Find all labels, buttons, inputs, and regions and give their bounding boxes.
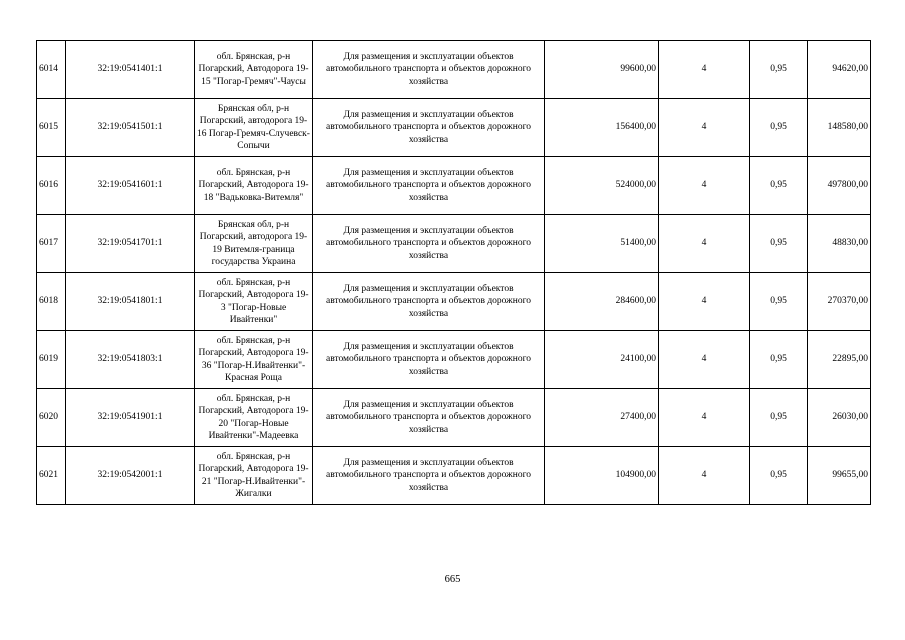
cell-permitted-use: Для размещения и эксплуатации объектов автомобильного транспорта и объектов дорожного хозяйства	[313, 41, 545, 99]
table-row	[37, 41, 871, 99]
cell-cadastral-number: 32:19:0541801:1	[66, 273, 195, 331]
cell-address: Брянская обл, р-н Погарский, автодорога 19-16 Погар-Гремяч-Случевск-Сопычи	[195, 99, 313, 157]
cell-record-number: 6015	[37, 99, 66, 157]
cell-address: Брянская обл, р-н Погарский, автодорога 19-19 Витемля-граница государства Украина	[195, 215, 313, 273]
cell-coefficient: 0,95	[750, 389, 808, 447]
cell-permitted-use: Для размещения и эксплуатации объектов автомобильного транспорта и объектов дорожного хозяйства	[313, 157, 545, 215]
cell-value: 48830,00	[808, 215, 871, 273]
cell-address: обл. Брянская, р-н Погарский, Автодорога 19-20 "Погар-Новые Ивайтенки"-Мадеевка	[195, 389, 313, 447]
cell-permitted-use: Для размещения и эксплуатации объектов автомобильного транспорта и объектов дорожного хозяйства	[313, 273, 545, 331]
cell-value: 26030,00	[808, 389, 871, 447]
land-registry-table	[36, 40, 871, 505]
cell-address: обл. Брянская, р-н Погарский, Автодорога 19-15 "Погар-Гремяч"-Чаусы	[195, 41, 313, 99]
cell-cadastral-number: 32:19:0541701:1	[66, 215, 195, 273]
cell-category: 4	[659, 389, 750, 447]
table-row	[37, 99, 871, 157]
cell-category: 4	[659, 99, 750, 157]
cell-record-number: 6014	[37, 41, 66, 99]
cell-address: обл. Брянская, р-н Погарский, Автодорога 19-36 "Погар-Н.Ивайтенки"-Красная Роща	[195, 331, 313, 389]
cell-record-number: 6021	[37, 447, 66, 505]
cell-record-number: 6017	[37, 215, 66, 273]
table-row	[37, 331, 871, 389]
cell-category: 4	[659, 157, 750, 215]
cell-coefficient: 0,95	[750, 41, 808, 99]
cell-coefficient: 0,95	[750, 273, 808, 331]
cell-record-number: 6016	[37, 157, 66, 215]
cell-address: обл. Брянская, р-н Погарский, Автодорога 19-3 "Погар-Новые Ивайтенки"	[195, 273, 313, 331]
cell-value: 94620,00	[808, 41, 871, 99]
cell-cadastral-number: 32:19:0541803:1	[66, 331, 195, 389]
cell-category: 4	[659, 215, 750, 273]
cell-category: 4	[659, 331, 750, 389]
cell-coefficient: 0,95	[750, 99, 808, 157]
table-row	[37, 447, 871, 505]
cell-area: 156400,00	[545, 99, 659, 157]
cell-record-number: 6020	[37, 389, 66, 447]
cell-coefficient: 0,95	[750, 215, 808, 273]
cell-permitted-use: Для размещения и эксплуатации объектов автомобильного транспорта и объектов дорожного хозяйства	[313, 389, 545, 447]
cell-permitted-use: Для размещения и эксплуатации объектов автомобильного транспорта и объектов дорожного хозяйства	[313, 99, 545, 157]
cell-cadastral-number: 32:19:0542001:1	[66, 447, 195, 505]
cell-area: 284600,00	[545, 273, 659, 331]
cell-value: 148580,00	[808, 99, 871, 157]
table-row	[37, 273, 871, 331]
cell-coefficient: 0,95	[750, 331, 808, 389]
cell-category: 4	[659, 41, 750, 99]
cell-permitted-use: Для размещения и эксплуатации объектов автомобильного транспорта и объектов дорожного хозяйства	[313, 331, 545, 389]
cell-record-number: 6018	[37, 273, 66, 331]
cell-cadastral-number: 32:19:0541901:1	[66, 389, 195, 447]
cell-value: 270370,00	[808, 273, 871, 331]
cell-permitted-use: Для размещения и эксплуатации объектов автомобильного транспорта и объектов дорожного хозяйства	[313, 215, 545, 273]
cell-address: обл. Брянская, р-н Погарский, Автодорога 19-21 "Погар-Н.Ивайтенки"-Жигалки	[195, 447, 313, 505]
cell-area: 51400,00	[545, 215, 659, 273]
cell-area: 99600,00	[545, 41, 659, 99]
cell-area: 24100,00	[545, 331, 659, 389]
page-number: 665	[444, 574, 461, 585]
cell-area: 104900,00	[545, 447, 659, 505]
cell-cadastral-number: 32:19:0541401:1	[66, 41, 195, 99]
cell-record-number: 6019	[37, 331, 66, 389]
cell-value: 22895,00	[808, 331, 871, 389]
cell-coefficient: 0,95	[750, 447, 808, 505]
cell-permitted-use: Для размещения и эксплуатации объектов автомобильного транспорта и объектов дорожного хозяйства	[313, 447, 545, 505]
cell-cadastral-number: 32:19:0541601:1	[66, 157, 195, 215]
table-row	[37, 215, 871, 273]
cell-area: 27400,00	[545, 389, 659, 447]
cell-area: 524000,00	[545, 157, 659, 215]
table-body	[37, 41, 871, 505]
cell-address: обл. Брянская, р-н Погарский, Автодорога 19-18 "Вадьковка-Витемля"	[195, 157, 313, 215]
table-row	[37, 389, 871, 447]
cell-coefficient: 0,95	[750, 157, 808, 215]
cell-category: 4	[659, 447, 750, 505]
cell-category: 4	[659, 273, 750, 331]
cell-value: 99655,00	[808, 447, 871, 505]
cell-cadastral-number: 32:19:0541501:1	[66, 99, 195, 157]
cell-value: 497800,00	[808, 157, 871, 215]
table-row	[37, 157, 871, 215]
